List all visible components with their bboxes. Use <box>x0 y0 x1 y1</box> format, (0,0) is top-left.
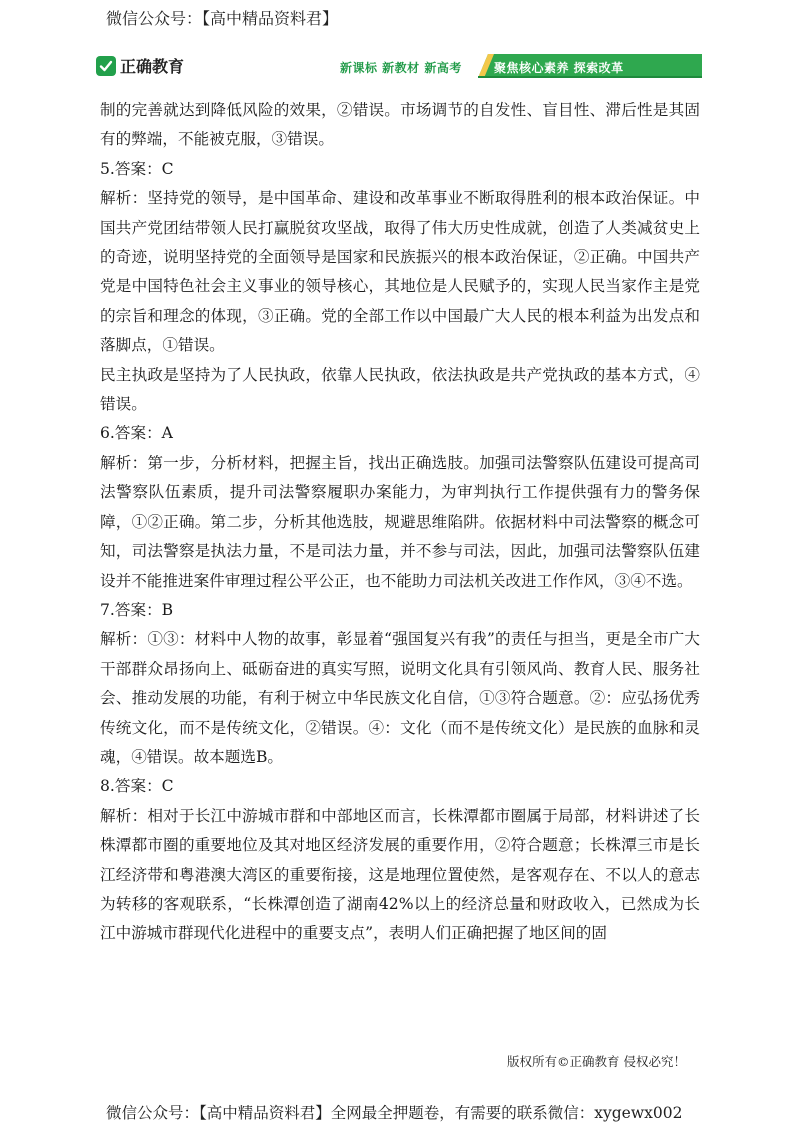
slogan-left: 新课标 新教材 新高考 <box>340 61 462 75</box>
analysis-6: 解析：第一步，分析材料，把握主旨，找出正确选肢。加强司法警察队伍建设可提高司法警察队伍素质，提升司法警察履职办案能力，为审判执行工作提供强有力的警务保障，①②正确。第二步，分析其他选肢，规避思维陷阱。依据材料中司法警察的概念可知，司法警察是执法力量，不是司法力量，并不参与司法，因此，加强司法警察队伍建设并不能推进案件审理过程公平公正，也不能助力司法机关改进工作作风，③④不选。 <box>100 453 700 590</box>
paragraph-continuation: 制的完善就达到降低风险的效果，②错误。市场调节的自发性、盲目性、滞后性是其固有的弊端，不能被克服，③错误。 <box>100 101 700 149</box>
analysis-8: 解析：相对于长江中游城市群和中部地区而言，长株潭都市圈属于局部，材料讲述了长株潭都市圈的重要地位及其对地区经济发展的重要作用，②符合题意；长株潭三市是长江经济带和粤港澳大湾区的重要衔接，这是地理位置使然，是客观存在、不以人的意志为转移的客观联系，“长株潭创造了湖南42%以上的经济总量和财政收入，已然成为长江中游城市群现代化进程中的重要支点”，表明人们正确把握了地区间的固 <box>100 806 700 943</box>
answer-content <box>100 96 700 949</box>
answer-7: 7.答案：B <box>100 600 174 619</box>
answer-8: 8.答案：C <box>100 777 174 796</box>
top-wechat-banner: 微信公众号：【高中精品资料君】 <box>106 9 339 28</box>
analysis-5-extra: 民主执政是坚持为了人民执政，依靠人民执政，依法执政是共产党执政的基本方式，④错误。 <box>100 365 700 414</box>
answer-5: 5.答案：C <box>100 159 174 178</box>
checkmark-icon <box>96 56 116 76</box>
copyright-notice: 版权所有©正确教育 侵权必究！ <box>507 1054 686 1069</box>
slogan-right: 聚焦核心素养 探索改革 <box>494 61 624 75</box>
analysis-7: 解析：①③：材料中人物的故事，彰显着“强国复兴有我”的责任与担当，更是全市广大干部群众昂扬向上、砥砺奋进的真实写照，说明文化具有引领风尚、教育人民、服务社会、推动发展的功能，有利于树立中华民族文化自信，①③符合题意。②：应弘扬优秀传统文化，而不是传统文化，②错误。④：文化（而不是传统文化）是民族的血脉和灵魂，④错误。故本题选B。 <box>100 630 700 766</box>
bottom-wechat-banner: 微信公众号：【高中精品资料君】全网最全押题卷，有需要的联系微信：xygewx002 <box>106 1104 683 1122</box>
brand-logo <box>96 54 184 77</box>
page-header <box>96 54 702 84</box>
answer-6: 6.答案：A <box>100 424 173 443</box>
brand-name: 正确教育 <box>120 57 185 76</box>
analysis-5: 解析：坚持党的领导，是中国革命、建设和改革事业不断取得胜利的根本政治保证。中国共产党团结带领人民打赢脱贫攻坚战，取得了伟大历史性成就，创造了人类减贫史上的奇迹，说明坚持党的全面领导是国家和民族振兴的根本政治保证，②正确。中国共产党是中国特色社会主义事业的领导核心，其地位是人民赋予的，实现人民当家作主是党的宗旨和理念的体现，③正确。党的全部工作以中国最广大人民的根本利益为出发点和落脚点，①错误。 <box>100 189 700 355</box>
